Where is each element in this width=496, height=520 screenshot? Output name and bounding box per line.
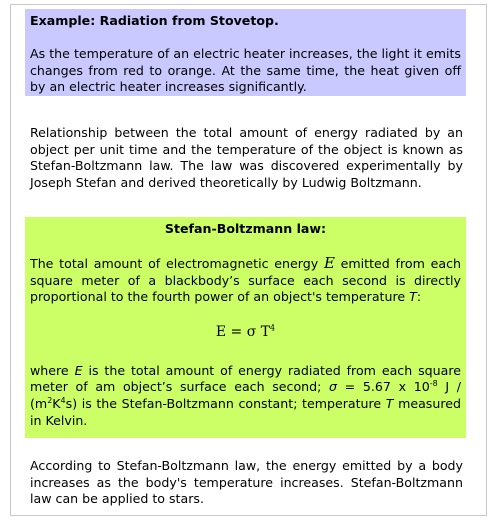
unit-exponent-m: 2 [47,395,53,405]
definition-text-5: K [52,395,61,411]
law-statement-text-2: emitted from each square meter of a blackbody’s surface each second is directly proportional to the fourth power of an object's temperature [30,256,461,305]
constant-exponent: -8 [429,379,438,389]
unit-exponent-k: 4 [60,395,66,405]
definition-temperature-symbol: T [385,395,394,411]
sigma-symbol: σ [329,379,338,395]
law-title: Stefan-Boltzmann law: [164,221,327,236]
formula-base: E = σ T [215,323,271,340]
law-statement [30,255,461,306]
temperature-symbol: T [409,289,417,305]
energy-symbol: E [323,254,335,272]
law-box [25,217,466,438]
formula-exponent: 4 [270,323,276,333]
law-statement-end: : [416,289,422,305]
definition-text-6: s) is the Stefan-Boltzmann constant; temperature [65,395,386,411]
definition-energy-symbol: E [74,362,83,378]
example-title: Example: Radiation from Stovetop. [30,13,279,28]
definition-text-4: J / (m [30,379,461,411]
law-statement-text: The total amount of electromagnetic energy [30,256,324,271]
example-box [25,9,466,96]
definition-text-7: measured in Kelvin. [30,395,461,428]
definition-text: where [30,362,75,378]
definition-text-2: is the total amount of energy radiated from each square meter of am object’s surface each second; [30,362,461,395]
law-formula [30,323,461,341]
law-definition [30,363,461,429]
example-text: As the temperature of an electric heater increases, the light it emits changes from red to orange. At the same time, the heat given off by an electric heater increases significantly. [30,46,461,95]
closing-paragraph: According to Stefan-Boltzmann law, the energy emitted by a body increases as the body's temperature increases. Stefan-Boltzmann law can be applied to stars. [30,458,463,507]
intro-paragraph: Relationship between the total amount of energy radiated by an object per unit time and the temperature of the object is known as Stefan-Boltzmann law. The law was discovered experimentally by Joseph Stefan and derived theoretically by Ludwig Boltzmann. [30,125,463,190]
definition-text-3: = 5.67 x 10 [337,379,430,395]
